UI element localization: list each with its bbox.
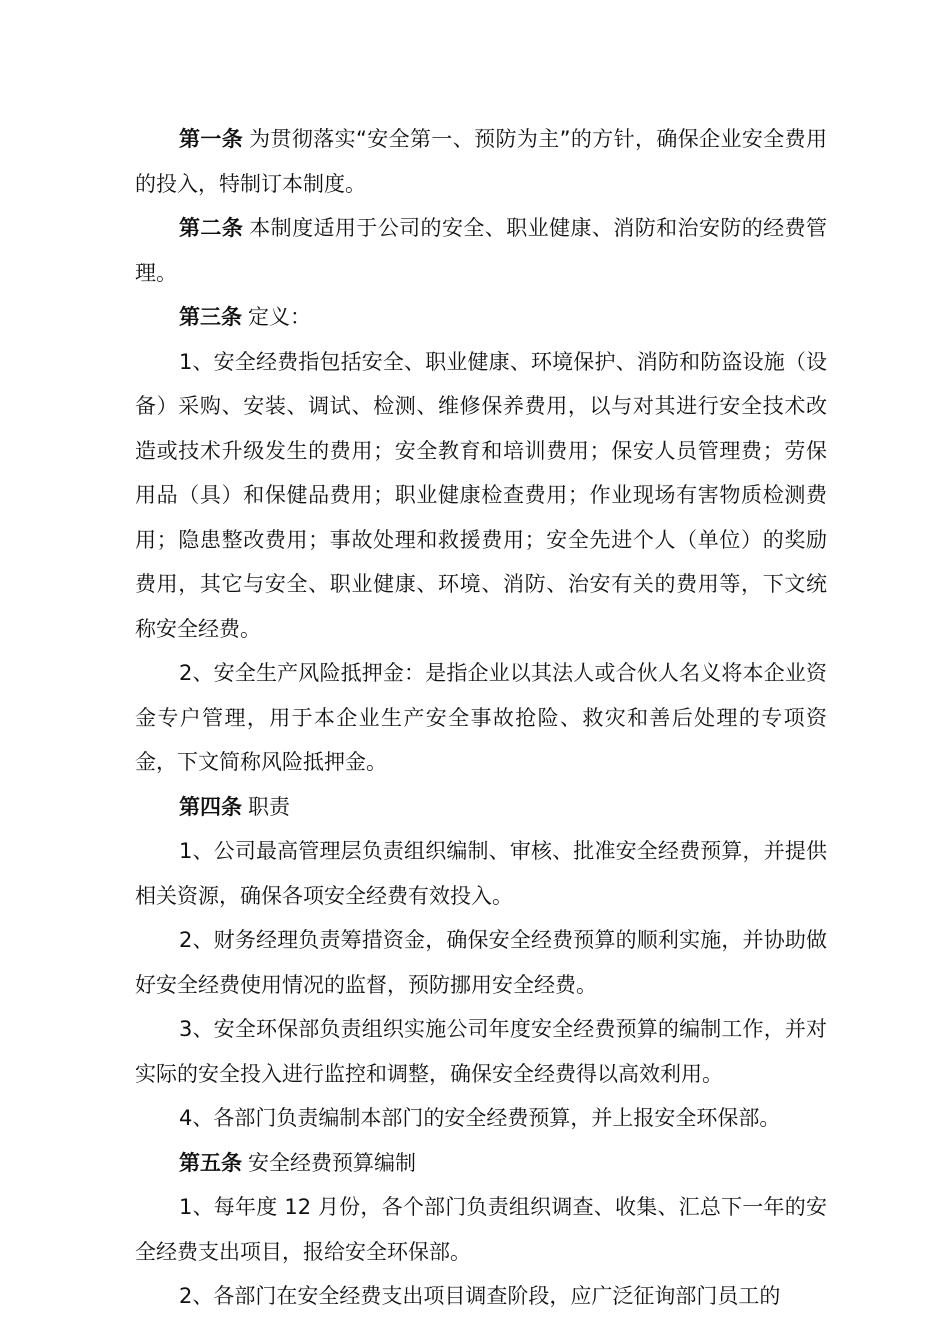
clause-item bbox=[135, 1185, 827, 1274]
article-3 bbox=[135, 295, 827, 340]
paragraph-text: 2、安全生产风险抵押金：是指企业以其法人或合伙人名义将本企业资金专户管理，用于本企业生产安全事故抢险、救灾和善后处理的专项资金，下文简称风险抵押金。 bbox=[135, 661, 827, 774]
paragraph-text: 安全经费预算编制 bbox=[248, 1150, 416, 1175]
document-body bbox=[135, 117, 827, 1319]
paragraph-text: 为贯彻落实“安全第一、预防为主”的方针，确保企业安全费用的投入，特制订本制度。 bbox=[135, 127, 827, 196]
article-label: 第三条 bbox=[179, 305, 242, 329]
paragraph-text: 4、各部门负责编制本部门的安全经费预算，并上报安全环保部。 bbox=[179, 1106, 781, 1130]
article-label: 第二条 bbox=[179, 216, 244, 240]
clause-item bbox=[135, 340, 827, 652]
paragraph-text: 职责 bbox=[248, 794, 290, 819]
article-1 bbox=[135, 117, 827, 206]
article-label: 第五条 bbox=[179, 1150, 242, 1175]
clause-item bbox=[135, 651, 827, 785]
article-label: 第一条 bbox=[179, 127, 244, 151]
clause-item bbox=[135, 918, 827, 1007]
paragraph-text: 3、安全环保部负责组织实施公司年度安全经费预算的编制工作，并对实际的安全投入进行监控和调整，确保安全经费得以高效利用。 bbox=[135, 1017, 827, 1086]
article-4 bbox=[135, 785, 827, 830]
paragraph-text: 1、安全经费指包括安全、职业健康、环境保护、消防和防盗设施（设备）采购、安装、调试、检测、维修保养费用，以与对其进行安全技术改造或技术升级发生的费用；安全教育和培训费用；保安人员管理费；劳保用品（具）和保健品费用；职业健康检查费用；作业现场有害物质检测费用；隐患整改费用；事故处理和救援费用；安全先进个人（单位）的奖励费用，其它与安全、职业健康、环境、消防、治安有关的费用等，下文统称安全经费。 bbox=[135, 349, 827, 641]
paragraph-text: 1、每年度 12 月份，各个部门负责组织调查、收集、汇总下一年的安全经费支出项目，报给安全环保部。 bbox=[135, 1195, 827, 1264]
article-5 bbox=[135, 1141, 827, 1186]
paragraph-text: 1、公司最高管理层负责组织编制、审核、批准安全经费预算，并提供相关资源，确保各项安全经费有效投入。 bbox=[135, 839, 827, 908]
clause-item bbox=[135, 1274, 827, 1319]
paragraph-text: 2、财务经理负责筹措资金，确保安全经费预算的顺利实施，并协助做好安全经费使用情况的监督，预防挪用安全经费。 bbox=[135, 928, 827, 997]
clause-item bbox=[135, 829, 827, 918]
clause-item bbox=[135, 1007, 827, 1096]
article-label: 第四条 bbox=[179, 794, 242, 819]
paragraph-text: 本制度适用于公司的安全、职业健康、消防和治安防的经费管理。 bbox=[135, 216, 828, 285]
paragraph-text: 定义： bbox=[248, 305, 311, 329]
clause-item bbox=[135, 1096, 827, 1141]
article-2 bbox=[135, 206, 827, 295]
paragraph-text: 2、各部门在安全经费支出项目调查阶段，应广泛征询部门员工的 bbox=[179, 1284, 781, 1308]
